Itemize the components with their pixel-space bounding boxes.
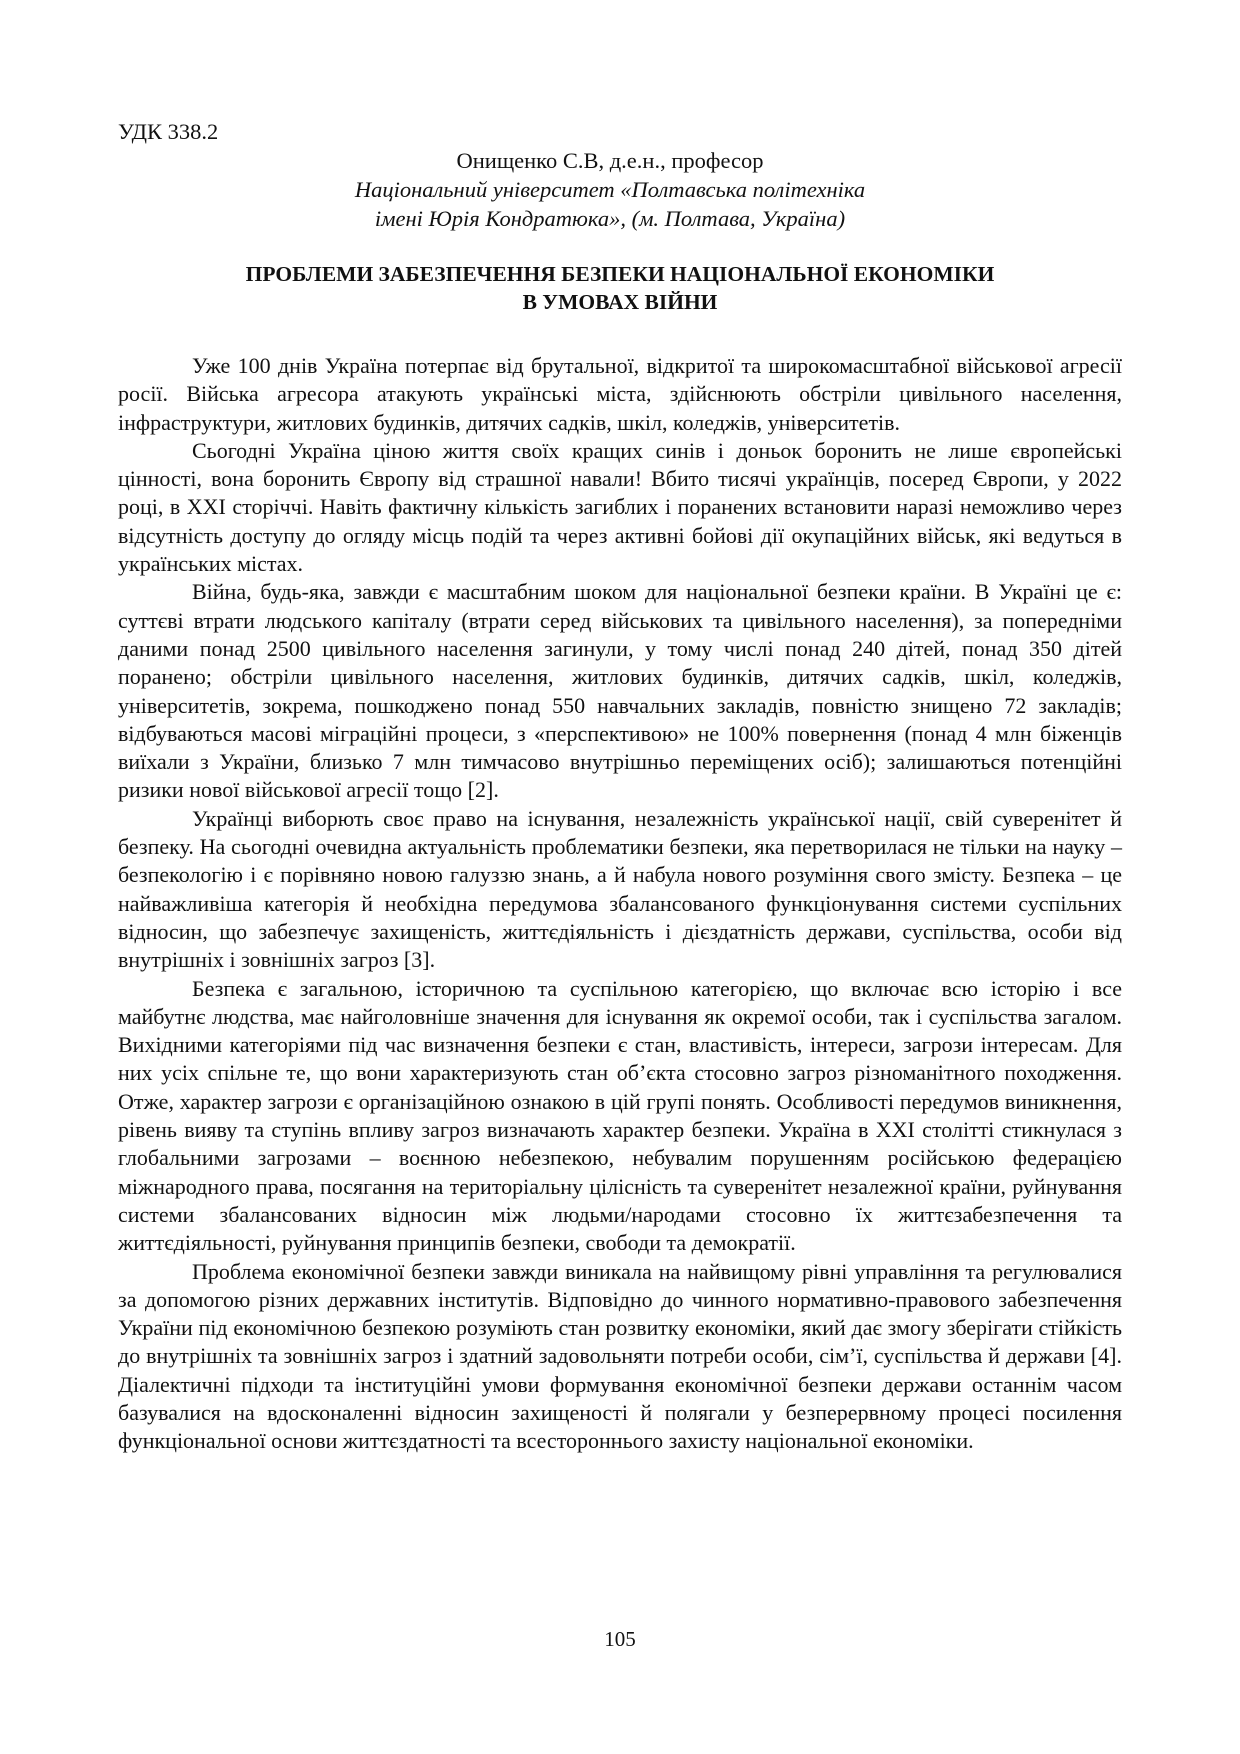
affiliation-line-2: імені Юрія Кондратюка», (м. Полтава, Україна)	[374, 206, 846, 231]
page-number: 105	[604, 1627, 636, 1651]
article-title-line-2: В УМОВАХ ВІЙНИ	[522, 290, 718, 314]
paragraph-4: Українці виборють своє право на існування, незалежність української нації, свій суверенітет й безпеку. На сьогодні очевидна актуальність проблематики безпеки, яка перетворилася не тільки на науку – безпекологію і є порівняно новою галуззю знань, а й набула нового розуміння свого змісту. Безпека – це найважливіша категорія й необхідна передумова збалансованого функціонування системи суспільних відносин, що забезпечує захищеність, життєдіяльність і дієздатність держави, суспільства, особи від внутрішніх і зовнішніх загроз [3].	[118, 805, 1122, 973]
paragraph-5: Безпека є загальною, історичною та суспільною категорією, що включає всю історію і все майбутнє людства, має найголовніше значення для існування як окремої особи, так і суспільства загалом. Вихідними категоріями під час визначення безпеки є стан, властивість, інтереси, загрози інтересам. Для них усіх спільне те, що вони характеризують стан об’єкта стосовно загроз різноманітного походження. Отже, характер загрози є організаційною ознакою в цій групі понять. Особливості передумов виникнення, рівень вияву та ступінь впливу загроз визначають характер безпеки. Україна в XXI столітті стикнулася з глобальними загрозами – воєнною небезпекою, небувалим порушенням російською федерацією міжнародного права, посягання на територіальну цілісність та суверенітет незалежної країни, руйнування системи збалансованих відносин між людьми/народами стосовно їх життєзабезпечення та життєдіяльності, руйнування принципів безпеки, свободи та демократії.	[118, 975, 1122, 1256]
udk-code: УДК 338.2	[118, 119, 219, 144]
paragraph-6: Проблема економічної безпеки завжди виникала на найвищому рівні управління та регулювалися за допомогою різних державних інститутів. Відповідно до чинного нормативно-правового забезпечення України під економічною безпекою розуміють стан розвитку економіки, який дає змогу зберігати стійкість до внутрішніх та зовнішніх загроз і здатний задовольняти потреби особи, сім’ї, суспільства й держави [4]. Діалектичні підходи та інституційні умови формування економічної безпеки держави останнім часом базувалися на вдосконаленні відносин захищеності й полягали у безперервному процесі посилення функціональної основи життєздатності та всестороннього захисту національної економіки.	[118, 1258, 1122, 1454]
affiliation-line-1: Національний університет «Полтавська політехніка	[354, 177, 866, 202]
paragraph-3: Війна, будь-яка, завжди є масштабним шоком для національної безпеки країни. В Україні це є: суттєві втрати людського капіталу (втрати серед військових та цивільного населення), за попередніми даними понад 2500 цивільного населення загинули, у тому числі понад 240 дітей, понад 350 дітей поранено; обстріли цивільного населення, житлових будинків, дитячих садків, шкіл, коледжів, університетів, зокрема, пошкоджено понад 550 навчальних закладів, повністю знищено 72 закладів; відбуваються масові міграційні процеси, з «перспективою» не 100% повернення (понад 4 млн біженців виїхали з України, близько 7 млн тимчасово внутрішньо переміщених осіб); залишаються потенційні ризики нової військової агресії тощо [2].	[118, 579, 1122, 803]
article-title-line-1: ПРОБЛЕМИ ЗАБЕЗПЕЧЕННЯ БЕЗПЕКИ НАЦІОНАЛЬНОЇ ЕКОНОМІКИ	[245, 262, 995, 286]
article-title	[118, 260, 1122, 316]
author-block	[300, 146, 920, 233]
paragraph-2: Сьогодні Україна ціною життя своїх кращих синів і доньок боронить не лише європейські цінності, вона боронить Європу від страшної навали! Вбито тисячі українців, посеред Європи, у 2022 році, в ХХІ сторіччі. Навіть фактичну кількість загиблих і поранених встановити наразі неможливо через відсутність доступу до огляду місць подій та через активні бойові дії окупаційних військ, які ведуться в українських містах.	[118, 437, 1122, 577]
paragraph-1: Уже 100 днів Україна потерпає від брутальної, відкритої та широкомасштабної військової агресії росії. Війська агресора атакують українські міста, здійснюють обстріли цивільного населення, інфраструктури, житлових будинків, дитячих садків, шкіл, коледжів, університетів.	[118, 353, 1122, 435]
author-name: Онищенко С.В, д.е.н., професор	[456, 148, 764, 173]
article-body	[118, 352, 1122, 1456]
